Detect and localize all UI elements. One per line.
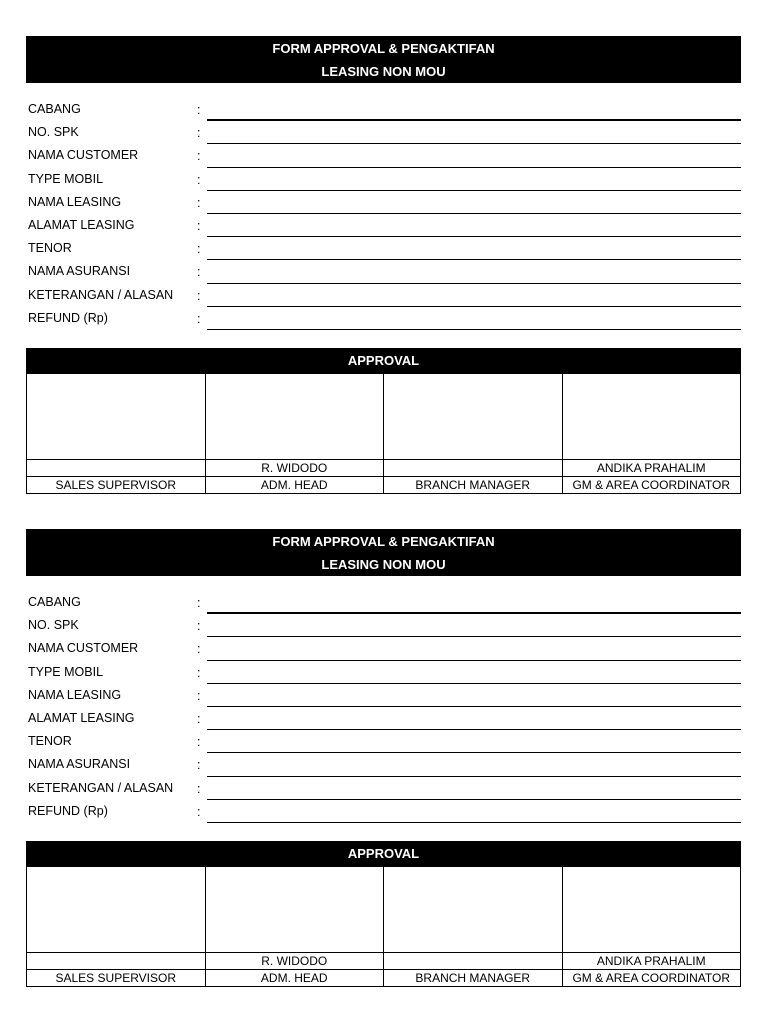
nama-leasing-input-line[interactable] bbox=[207, 706, 741, 707]
form-fields bbox=[26, 99, 741, 331]
field-row-keterangan bbox=[26, 778, 741, 801]
form-title-line2: LEASING NON MOU bbox=[321, 556, 446, 572]
cabang-input-line[interactable] bbox=[207, 119, 741, 121]
field-label: TYPE MOBIL bbox=[28, 664, 104, 679]
field-label: ALAMAT LEASING bbox=[28, 217, 135, 232]
signer-name: ANDIKA PRAHALIM bbox=[562, 459, 741, 476]
no-spk-input-line[interactable] bbox=[207, 143, 741, 144]
signer-name bbox=[27, 459, 206, 476]
field-row-tenor bbox=[26, 731, 741, 754]
field-label: NAMA ASURANSI bbox=[28, 757, 131, 772]
field-colon: : bbox=[197, 103, 201, 117]
field-label: ALAMAT LEASING bbox=[28, 710, 135, 725]
field-label: TENOR bbox=[28, 734, 72, 749]
signer-name: R. WIDODO bbox=[205, 952, 384, 969]
field-row-tenor bbox=[26, 238, 741, 261]
field-colon: : bbox=[197, 711, 201, 726]
tenor-input-line[interactable] bbox=[207, 752, 741, 753]
signer-name: ANDIKA PRAHALIM bbox=[562, 952, 741, 969]
field-row-refund bbox=[26, 801, 741, 824]
field-label: NAMA CUSTOMER bbox=[28, 641, 139, 656]
nama-leasing-input-line[interactable] bbox=[207, 213, 741, 214]
field-colon: : bbox=[197, 596, 201, 610]
form-title-line1: FORM APPROVAL & PENGAKTIFAN bbox=[272, 40, 495, 56]
field-row-refund bbox=[26, 308, 741, 331]
cabang-input-line[interactable] bbox=[207, 612, 741, 614]
field-colon: : bbox=[197, 735, 201, 750]
field-label: REFUND (Rp) bbox=[28, 310, 108, 325]
form-fields bbox=[26, 592, 741, 824]
field-row-nama-asuransi bbox=[26, 261, 741, 284]
keterangan-input-line[interactable] bbox=[207, 306, 741, 307]
field-row-nama-leasing bbox=[26, 192, 741, 215]
signature-row bbox=[27, 866, 741, 952]
signer-name-row bbox=[27, 459, 741, 476]
signature-box-gm[interactable] bbox=[562, 373, 741, 459]
no-spk-input-line[interactable] bbox=[207, 636, 741, 637]
field-colon: : bbox=[197, 265, 201, 280]
form-title-line1: FORM APPROVAL & PENGAKTIFAN bbox=[272, 533, 495, 549]
signature-box-adm-head[interactable] bbox=[205, 866, 384, 952]
field-colon: : bbox=[197, 619, 201, 634]
field-colon: : bbox=[197, 665, 201, 680]
field-label: REFUND (Rp) bbox=[28, 803, 108, 818]
field-colon: : bbox=[197, 218, 201, 233]
approval-table bbox=[26, 866, 741, 987]
signer-role: BRANCH MANAGER bbox=[384, 969, 563, 986]
field-colon: : bbox=[197, 688, 201, 703]
field-label: NAMA LEASING bbox=[28, 687, 122, 702]
signature-box-sales-supervisor[interactable] bbox=[27, 373, 206, 459]
form-title-line2: LEASING NON MOU bbox=[321, 63, 446, 79]
nama-customer-input-line[interactable] bbox=[207, 167, 741, 168]
field-row-alamat-leasing bbox=[26, 215, 741, 238]
type-mobil-input-line[interactable] bbox=[207, 683, 741, 684]
signer-role-row bbox=[27, 969, 741, 986]
signature-box-sales-supervisor[interactable] bbox=[27, 866, 206, 952]
field-label: NO. SPK bbox=[28, 618, 79, 633]
field-colon: : bbox=[197, 642, 201, 657]
field-label: NAMA ASURANSI bbox=[28, 264, 131, 279]
nama-asuransi-input-line[interactable] bbox=[207, 283, 741, 284]
field-row-type-mobil bbox=[26, 662, 741, 685]
field-colon: : bbox=[197, 195, 201, 210]
field-colon: : bbox=[197, 758, 201, 773]
keterangan-input-line[interactable] bbox=[207, 799, 741, 800]
nama-customer-input-line[interactable] bbox=[207, 660, 741, 661]
signer-role: SALES SUPERVISOR bbox=[27, 476, 206, 493]
field-row-cabang bbox=[26, 592, 741, 615]
field-label: KETERANGAN / ALASAN bbox=[28, 287, 174, 302]
signer-name: R. WIDODO bbox=[205, 459, 384, 476]
signer-role: ADM. HEAD bbox=[205, 476, 384, 493]
field-colon: : bbox=[197, 172, 201, 187]
field-row-nama-asuransi bbox=[26, 754, 741, 777]
field-row-cabang bbox=[26, 99, 741, 122]
alamat-leasing-input-line[interactable] bbox=[207, 729, 741, 730]
approval-form-2 bbox=[26, 529, 741, 987]
nama-asuransi-input-line[interactable] bbox=[207, 776, 741, 777]
field-colon: : bbox=[197, 242, 201, 257]
form-title-bar bbox=[26, 529, 741, 576]
field-label: NO. SPK bbox=[28, 125, 79, 140]
field-label: TENOR bbox=[28, 241, 72, 256]
signature-box-branch-manager[interactable] bbox=[384, 373, 563, 459]
signer-name bbox=[27, 952, 206, 969]
refund-input-line[interactable] bbox=[207, 822, 741, 823]
field-row-no-spk bbox=[26, 122, 741, 145]
field-row-alamat-leasing bbox=[26, 708, 741, 731]
field-row-no-spk bbox=[26, 615, 741, 638]
field-row-keterangan bbox=[26, 285, 741, 308]
field-label: NAMA LEASING bbox=[28, 194, 122, 209]
type-mobil-input-line[interactable] bbox=[207, 190, 741, 191]
signer-role-row bbox=[27, 476, 741, 493]
field-row-type-mobil bbox=[26, 169, 741, 192]
field-label: KETERANGAN / ALASAN bbox=[28, 780, 174, 795]
signature-row bbox=[27, 373, 741, 459]
signer-role: SALES SUPERVISOR bbox=[27, 969, 206, 986]
signature-box-branch-manager[interactable] bbox=[384, 866, 563, 952]
field-colon: : bbox=[197, 288, 201, 303]
field-colon: : bbox=[197, 126, 201, 141]
signer-role: BRANCH MANAGER bbox=[384, 476, 563, 493]
signature-box-adm-head[interactable] bbox=[205, 373, 384, 459]
field-row-nama-leasing bbox=[26, 685, 741, 708]
signer-role: ADM. HEAD bbox=[205, 969, 384, 986]
field-label: CABANG bbox=[28, 102, 81, 116]
signer-name-row bbox=[27, 952, 741, 969]
field-colon: : bbox=[197, 311, 201, 326]
form-title-bar bbox=[26, 36, 741, 83]
field-colon: : bbox=[197, 804, 201, 819]
alamat-leasing-input-line[interactable] bbox=[207, 236, 741, 237]
field-row-nama-customer bbox=[26, 638, 741, 661]
signer-name bbox=[384, 952, 563, 969]
approval-title: APPROVAL bbox=[26, 841, 741, 866]
field-label: NAMA CUSTOMER bbox=[28, 148, 139, 163]
approval-table bbox=[26, 373, 741, 494]
field-colon: : bbox=[197, 149, 201, 164]
field-colon: : bbox=[197, 781, 201, 796]
field-label: TYPE MOBIL bbox=[28, 171, 104, 186]
signature-box-gm[interactable] bbox=[562, 866, 741, 952]
signer-role: GM & AREA COORDINATOR bbox=[562, 969, 741, 986]
approval-title: APPROVAL bbox=[26, 348, 741, 373]
field-row-nama-customer bbox=[26, 145, 741, 168]
refund-input-line[interactable] bbox=[207, 329, 741, 330]
signer-name bbox=[384, 459, 563, 476]
field-label: CABANG bbox=[28, 595, 81, 609]
approval-form-1 bbox=[26, 36, 741, 494]
tenor-input-line[interactable] bbox=[207, 259, 741, 260]
signer-role: GM & AREA COORDINATOR bbox=[562, 476, 741, 493]
